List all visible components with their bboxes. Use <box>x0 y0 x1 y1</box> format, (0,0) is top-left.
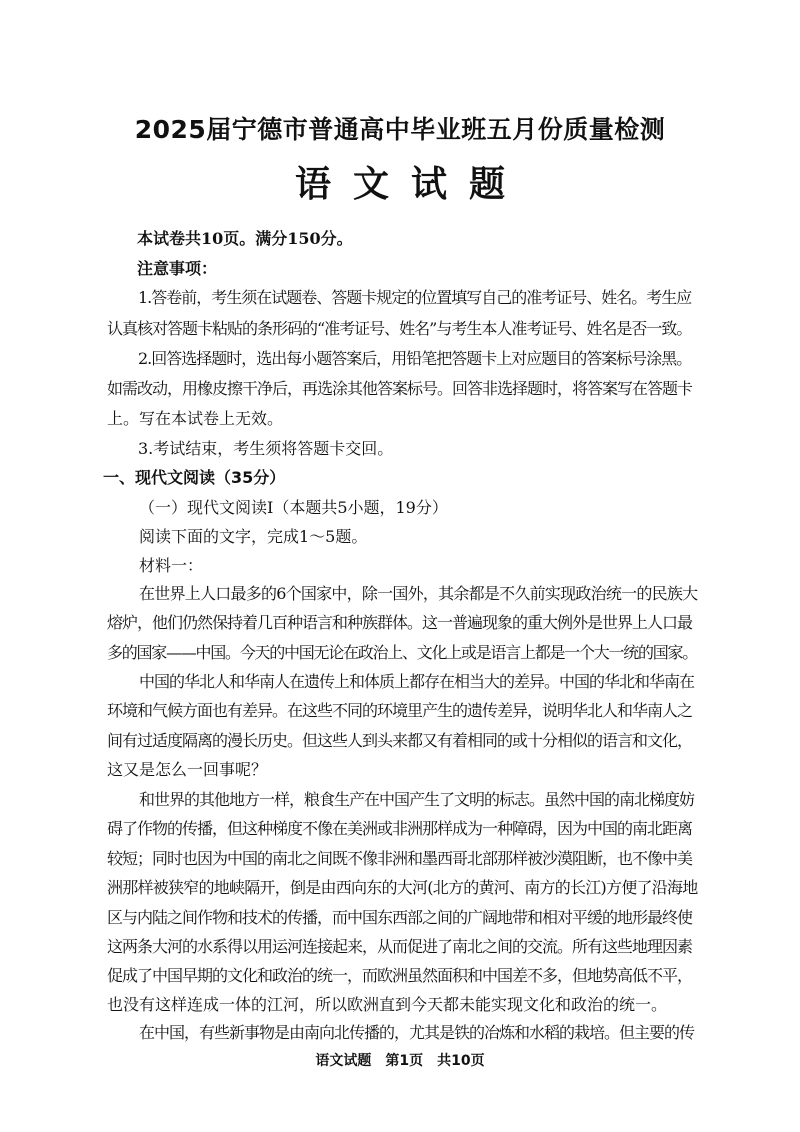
passage-line: 也没有这样连成一体的江河，所以欧洲直到今天都未能实现文化和政治的统一。 <box>107 995 668 1014</box>
subsection-title: （一）现代文阅读Ⅰ（本题共5小题，19分） <box>139 498 448 517</box>
passage-line: 和世界的其他地方一样，粮食生产在中国产生了文明的标志。虽然中国的南北梯度妨 <box>139 790 695 809</box>
reading-instruction: 阅读下面的文字，完成1～5题。 <box>139 527 368 546</box>
passage-line: 这两条大河的水系得以用运河连接起来，从而促进了南北之间的交流。所有这些地理因素 <box>107 937 693 956</box>
section-title: 一、现代文阅读（35分） <box>103 468 286 487</box>
passage-line: 这又是怎么一回事呢？ <box>107 760 268 779</box>
passage-line: 中国的华北人和华南人在遗传上和体质上都存在相当大的差异。中国的华北和华南在 <box>139 672 695 691</box>
page-footer: 语文试题 第1页 共10页 <box>315 1053 485 1069</box>
passage-line: 在世界上人口最多的6个国家中，除一国外，其余都是不久前实现政治统一的民族大 <box>139 584 698 603</box>
notice-line: 1.答卷前，考生须在试题卷、答题卡规定的位置填写自己的准考证号、姓名。考生应 <box>138 288 692 307</box>
passage-line: 洲那样被狭窄的地峡隔开，倒是由西向东的大河(北方的黄河、南方的长江)方便了沿海地 <box>107 878 698 897</box>
notice-line: 3.考试结束，考生须将答题卡交回。 <box>138 439 394 458</box>
material-label: 材料一： <box>139 556 204 575</box>
passage-line: 环境和气候方面也有差异。在这些不同的环境里产生的遗传差异，说明华北人和华南人之 <box>107 701 693 720</box>
passage-line: 区与内陆之间作物和技术的传播，而中国东西部之间的广阔地带和相对平缓的地形最终使 <box>107 908 693 927</box>
subject-title: 语文试题 <box>294 163 527 205</box>
passage-line: 熔炉，他们仍然保持着几百种语言和种族群体。这一普遍现象的重大例外是世界上人口最 <box>107 613 693 632</box>
passage-line: 在中国，有些新事物是由南向北传播的，尤其是铁的冶炼和水稻的栽培。但主要的传 <box>139 1023 695 1042</box>
passage-line: 多的国家——中国。今天的中国无论在政治上、文化上或是语言上都是一个大一统的国家。 <box>107 643 698 662</box>
notice-line: 2.回答选择题时，选出每小题答案后，用铅笔把答题卡上对应题目的答案标号涂黑。 <box>138 349 692 368</box>
passage-line: 促成了中国早期的文化和政治的统一，而欧洲虽然面积和中国差不多，但地势高低不平， <box>107 966 693 985</box>
pages-score-line: 本试卷共10页。满分150分。 <box>137 229 353 248</box>
passage-line: 间有过适度隔离的漫长历史。但这些人到头来都又有着相同的或十分相似的语言和文化， <box>107 731 693 750</box>
notice-line: 认真核对答题卡粘贴的条形码的“准考证号、姓名”与考生本人准考证号、姓名是否一致。 <box>107 319 692 338</box>
notice-heading: 注意事项： <box>137 259 218 278</box>
passage-line: 碍了作物的传播，但这种梯度不像在美洲或非洲那样成为一种障碍，因为中国的南北距离 <box>107 819 693 838</box>
exam-title: 2025届宁德市普通高中毕业班五月份质量检测 <box>134 115 666 144</box>
passage-line: 较短；同时也因为中国的南北之间既不像非洲和墨西哥北部那样被沙漠阻断，也不像中美 <box>107 849 693 868</box>
notice-line: 上。写在本试卷上无效。 <box>107 409 284 428</box>
notice-line: 如需改动，用橡皮擦干净后，再选涂其他答案标号。回答非选择题时，将答案写在答题卡 <box>107 379 693 398</box>
